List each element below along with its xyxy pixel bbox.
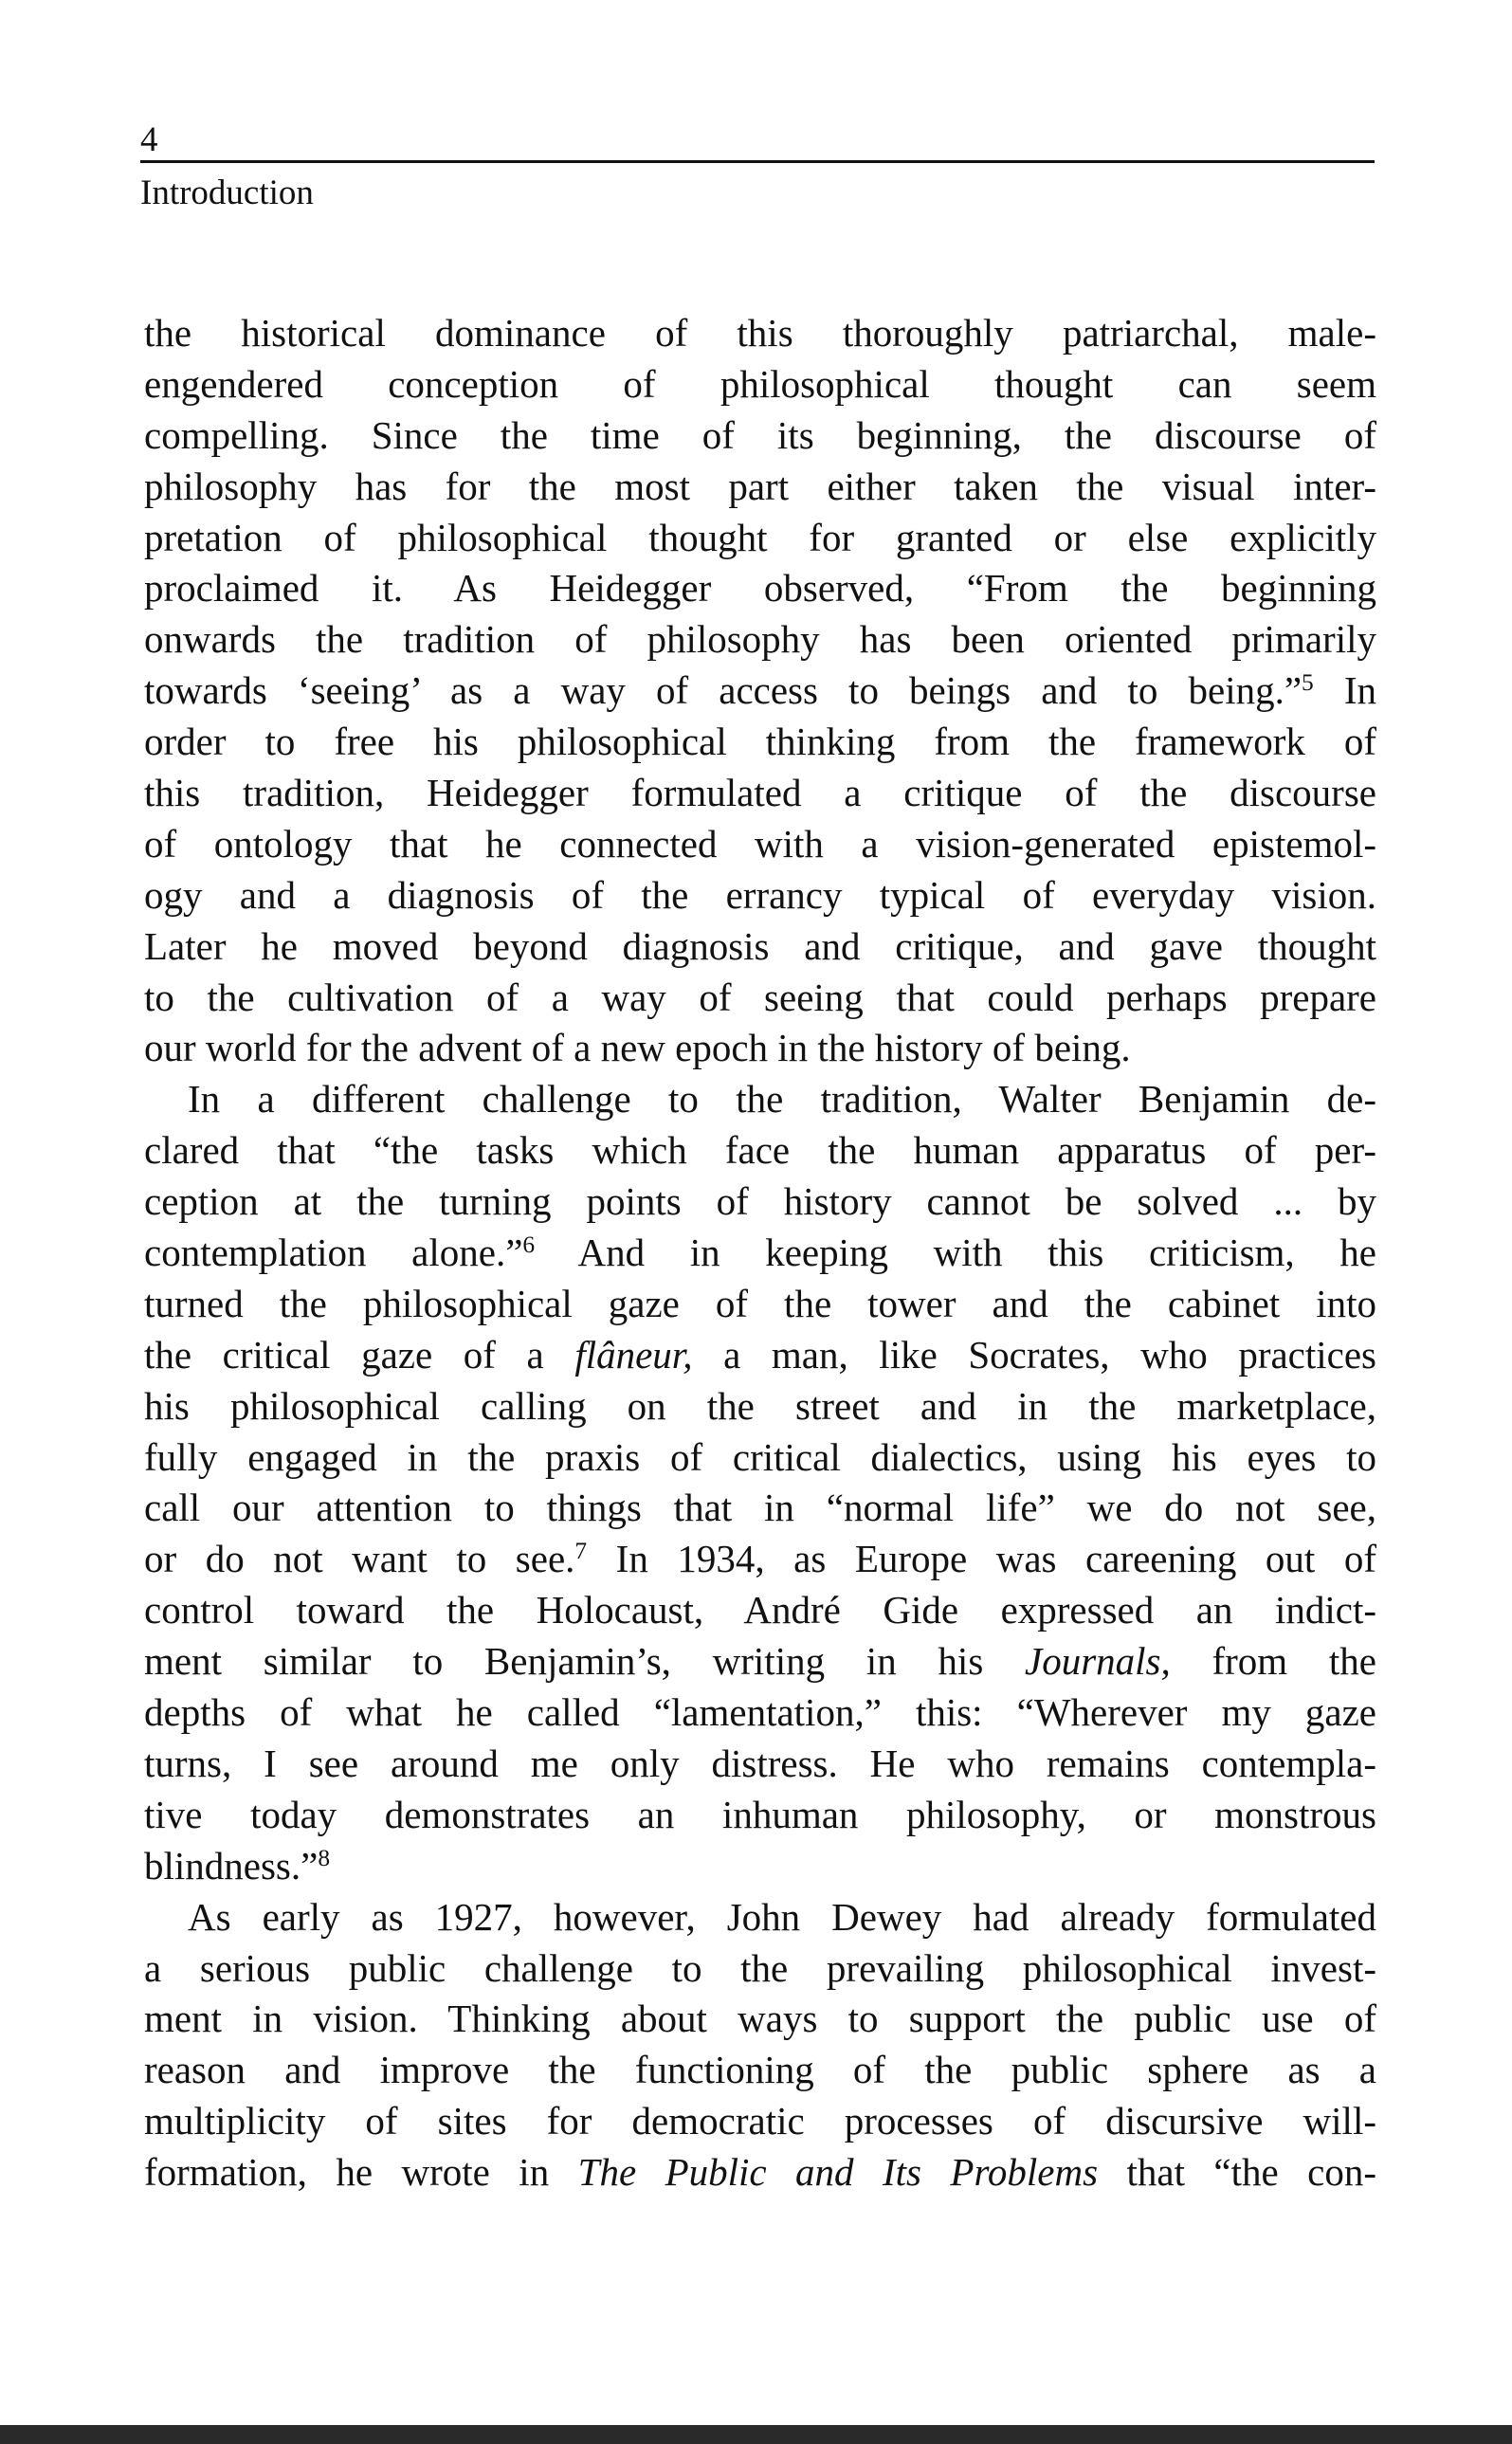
text-run: that “the con- <box>1098 2150 1377 2195</box>
text-line <box>144 1228 1376 1279</box>
text-line: ogy and a diagnosis of the errancy typical of everyday vision. <box>144 872 1376 917</box>
text-line <box>144 1636 1376 1687</box>
italic-title: Journals, <box>1025 1639 1171 1684</box>
text-line: ception at the turning points of history cannot be solved ... by <box>144 1179 1376 1224</box>
text-line: As early as 1927, however, John Dewey had already formulated <box>188 1894 1376 1939</box>
text-run: In <box>1313 668 1377 713</box>
text-line <box>144 1534 1376 1585</box>
text-line: to the cultivation of a way of seeing that could perhaps prepare <box>144 975 1376 1019</box>
text-line: tive today demonstrates an inhuman philosophy, or monstrous <box>144 1792 1376 1836</box>
text-line: reason and improve the functioning of the public sphere as a <box>144 2048 1376 2092</box>
footnote-ref-7[interactable]: 7 <box>574 1538 588 1565</box>
text-line <box>144 1841 1376 1892</box>
running-head: Introduction <box>140 173 314 212</box>
italic-title: The Public and Its Problems <box>577 2150 1099 2195</box>
text-line: turns, I see around me only distress. He who remains contempla- <box>144 1741 1376 1785</box>
text-line: a serious public challenge to the prevailing philosophical invest- <box>144 1945 1376 1990</box>
text-run: towards ‘seeing’ as a way of access to beings and to being.” <box>144 668 1303 713</box>
text-line: clared that “the tasks which face the human apparatus of per- <box>144 1128 1376 1173</box>
text-line: order to free his philosophical thinking from the framework of <box>144 720 1376 764</box>
text-line: engendered conception of philosophical thought can seem <box>144 361 1376 406</box>
text-line: his philosophical calling on the street and in the marketplace, <box>144 1383 1376 1428</box>
text-line: compelling. Since the time of its beginning, the discourse of <box>144 412 1376 457</box>
text-line: ment in vision. Thinking about ways to support the public use of <box>144 1997 1376 2041</box>
text-line <box>144 1330 1376 1381</box>
footnote-ref-8[interactable]: 8 <box>318 1844 331 1871</box>
italic-term: flâneur, <box>574 1332 693 1377</box>
text-run: contemplation alone.” <box>144 1231 523 1275</box>
text-line: multiplicity of sites for democratic processes of discursive will- <box>144 2099 1376 2143</box>
text-line: Later he moved beyond diagnosis and critique, and gave thought <box>144 923 1376 968</box>
text-line: depths of what he called “lamentation,” this: “Wherever my gaze <box>144 1690 1376 1735</box>
text-run: from the <box>1170 1639 1376 1684</box>
text-line: the historical dominance of this thoroughly patriarchal, male- <box>144 311 1376 355</box>
text-line: turned the philosophical gaze of the tower and the cabinet into <box>144 1281 1376 1325</box>
text-line: this tradition, Heidegger formulated a critique of the discourse <box>144 771 1376 815</box>
text-run: or do not want to see. <box>144 1537 575 1581</box>
text-line: pretation of philosophical thought for granted or else explicitly <box>144 515 1376 559</box>
text-line: onwards the tradition of philosophy has been oriented primarily <box>144 617 1376 662</box>
text-line <box>144 2147 1376 2198</box>
text-run: blindness.” <box>144 1843 319 1888</box>
text-line: fully engaged in the praxis of critical dialectics, using his eyes to <box>144 1434 1376 1479</box>
footnote-ref-6[interactable]: 6 <box>522 1231 536 1259</box>
text-line <box>144 666 1376 717</box>
text-run: a man, like Socrates, who practices <box>692 1332 1376 1377</box>
text-line: control toward the Holocaust, André Gide expressed an indict- <box>144 1588 1376 1632</box>
body-text <box>144 308 1376 2198</box>
page-number: 4 <box>140 120 158 159</box>
scan-edge <box>0 2425 1512 2444</box>
text-run: And in keeping with this criticism, he <box>535 1231 1376 1275</box>
text-run: the critical gaze of a <box>144 1332 575 1377</box>
text-line: proclaimed it. As Heidegger observed, “From the beginning <box>144 566 1376 611</box>
text-run: formation, he wrote in <box>144 2150 578 2195</box>
text-line: our world for the advent of a new epoch in the history of being. <box>144 1026 1131 1070</box>
text-line: philosophy has for the most part either taken the visual inter- <box>144 464 1376 508</box>
text-line: call our attention to things that in “normal life” we do not see, <box>144 1486 1376 1530</box>
text-line: In a different challenge to the tradition, Walter Benjamin de- <box>188 1077 1376 1122</box>
text-run: ment similar to Benjamin’s, writing in his <box>144 1639 1025 1684</box>
footnote-ref-5[interactable]: 5 <box>1302 669 1314 697</box>
text-line: of ontology that he connected with a vision-generated epistemol- <box>144 821 1376 866</box>
header-rule <box>140 160 1375 163</box>
text-run: In 1934, as Europe was careening out of <box>587 1537 1376 1581</box>
